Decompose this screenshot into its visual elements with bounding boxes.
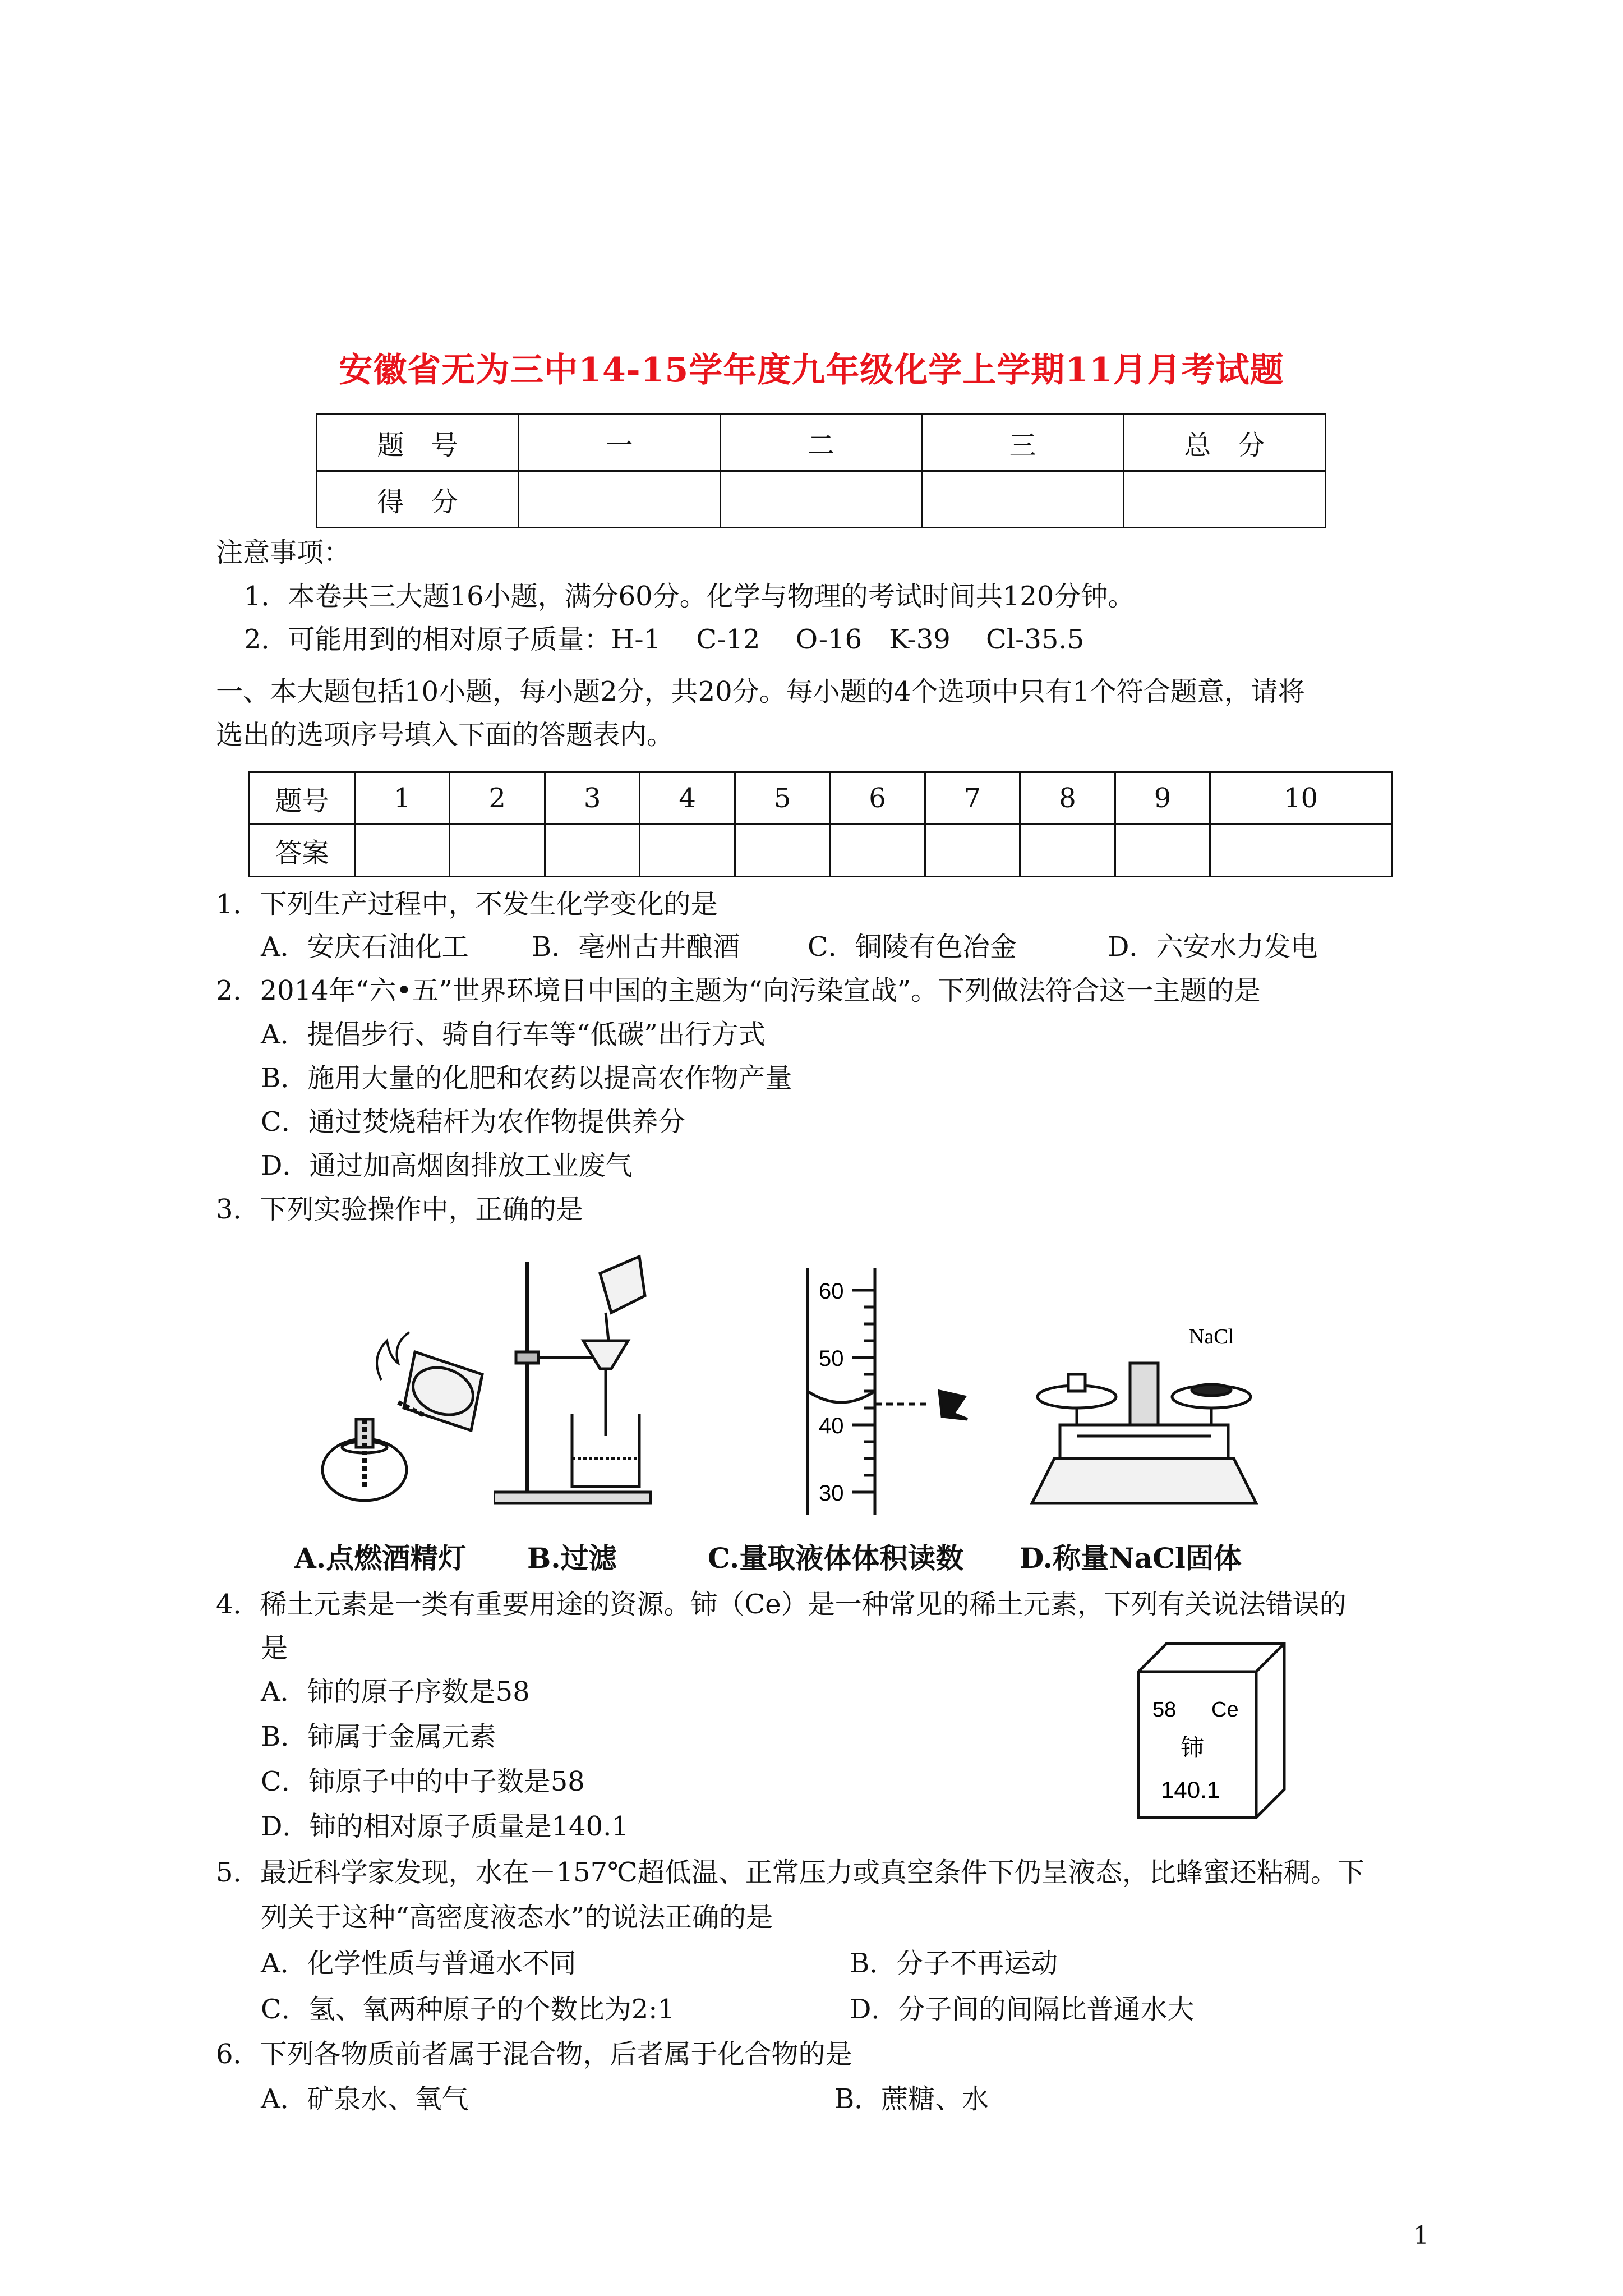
element-name: 铈 — [1181, 1734, 1205, 1761]
answer-cell[interactable] — [450, 825, 545, 877]
question-6-option: B．蔗糖、水 — [834, 2083, 989, 2115]
cylinder-tick-label: 30 — [819, 1481, 844, 1506]
question-6-stem: 6．下列各物质前者属于混合物，后者属于化合物的是 — [216, 2039, 852, 2070]
question-2-option: C．通过焚烧秸杆为农作物提供养分 — [261, 1106, 685, 1138]
figure-caption-c: C.量取液体体积读数 — [708, 1542, 964, 1575]
alcohol-lamp-figure — [314, 1318, 494, 1509]
question-5-stem: 5．最近科学家发现，水在－157℃超低温、正常压力或真空条件下仍呈液态，比蜂蜜还粘稠。下 — [216, 1857, 1364, 1888]
graduated-cylinder-figure — [785, 1268, 1009, 1520]
score-cell[interactable] — [1123, 471, 1325, 528]
answer-number-cell: 9 — [1115, 772, 1210, 825]
cylinder-tick-label: 50 — [819, 1346, 844, 1371]
note-item: 2．可能用到的相对原子质量：H-1 C-12 O-16 K-39 Cl-35.5 — [244, 624, 1085, 655]
answer-number-cell: 5 — [735, 772, 829, 825]
answer-cell[interactable] — [1020, 825, 1115, 877]
cylinder-tick-label: 40 — [819, 1414, 844, 1438]
question-5-option: D．分子间的间隔比普通水大 — [850, 1994, 1195, 2025]
question-3-stem: 3．下列实验操作中，正确的是 — [216, 1194, 583, 1225]
score-row-label: 得 分 — [317, 471, 519, 528]
question-5-option: A．化学性质与普通水不同 — [261, 1948, 577, 1979]
score-table-header-row — [317, 415, 1326, 471]
answer-number-cell: 3 — [545, 772, 639, 825]
element-mass: 140.1 — [1161, 1777, 1220, 1803]
answer-number-cell: 7 — [925, 772, 1020, 825]
question-6-option: A．矿泉水、氧气 — [261, 2083, 469, 2115]
cerium-element-cube — [1133, 1638, 1290, 1829]
answer-cell[interactable] — [830, 825, 925, 877]
question-5-option: B．分子不再运动 — [850, 1948, 1058, 1979]
answer-number-cell: 6 — [830, 772, 925, 825]
question-5-stem-continued: 列关于这种“高密度液态水”的说法正确的是 — [261, 1902, 773, 1933]
element-symbol: Ce — [1211, 1698, 1239, 1722]
score-table-value-row — [317, 471, 1326, 528]
question-2-option: D．通过加高烟囱排放工业废气 — [261, 1150, 633, 1181]
answer-table-answer-row — [250, 825, 1392, 877]
question-4-option: D．铈的相对原子质量是140.1 — [261, 1811, 629, 1842]
figure-caption-b: B.过滤 — [527, 1542, 617, 1575]
page-number: 1 — [1413, 2221, 1429, 2250]
question-4-stem: 4．稀土元素是一类有重要用途的资源。铈（Ce）是一种常见的稀土元素，下列有关说法错误的 — [216, 1589, 1347, 1620]
answer-table-number-row — [250, 772, 1392, 825]
score-table — [316, 413, 1326, 528]
question-1-stem: 1．下列生产过程中，不发生化学变化的是 — [216, 889, 718, 920]
answer-cell[interactable] — [640, 825, 735, 877]
balance-figure — [1021, 1318, 1267, 1509]
score-cell[interactable] — [720, 471, 922, 528]
score-cell[interactable] — [922, 471, 1124, 528]
score-header-cell: 题 号 — [317, 415, 519, 471]
answer-number-cell: 1 — [355, 772, 450, 825]
question-4-option: C．铈原子中的中子数是58 — [261, 1766, 585, 1797]
answer-cell[interactable] — [925, 825, 1020, 877]
answer-number-cell: 8 — [1020, 772, 1115, 825]
figure-caption-a: A.点燃酒精灯 — [294, 1542, 467, 1575]
note-item: 1．本卷共三大题16小题，满分60分。化学与物理的考试时间共120分钟。 — [244, 581, 1135, 612]
cylinder-tick-label: 60 — [819, 1279, 844, 1304]
question-1-option: A．安庆石油化工 — [261, 931, 469, 963]
notes-heading: 注意事项： — [216, 537, 351, 568]
answer-cell[interactable] — [545, 825, 639, 877]
score-header-cell: 一 — [519, 415, 721, 471]
answer-row-label: 答案 — [250, 825, 355, 877]
question-1-option: B．亳州古井酿酒 — [532, 931, 740, 963]
balance-nacl-label: NaCl — [1189, 1325, 1234, 1349]
answer-table — [248, 771, 1393, 877]
section1-instruction: 一、本大题包括10小题，每小题2分，共20分。每小题的4个选项中只有1个符合题意，请将 — [216, 676, 1305, 707]
question-1-option: D．六安水力发电 — [1108, 931, 1318, 963]
exam-title: 安徽省无为三中14-15学年度九年级化学上学期11月月考试题 — [339, 351, 1284, 390]
answer-cell[interactable] — [355, 825, 450, 877]
filtration-figure — [494, 1251, 662, 1509]
question-2-stem: 2．2014年“六•五”世界环境日中国的主题为“向污染宣战”。下列做法符合这一主题的是 — [216, 975, 1261, 1006]
score-header-cell: 二 — [720, 415, 922, 471]
section1-instruction: 选出的选项序号填入下面的答题表内。 — [216, 719, 674, 751]
score-header-cell: 三 — [922, 415, 1124, 471]
question-4-option: B．铈属于金属元素 — [261, 1721, 496, 1752]
answer-cell[interactable] — [735, 825, 829, 877]
question-4-stem-continued: 是 — [261, 1632, 288, 1664]
answer-cell[interactable] — [1210, 825, 1392, 877]
figure-caption-d: D.称量NaCl固体 — [1020, 1542, 1242, 1575]
answer-number-cell: 4 — [640, 772, 735, 825]
question-5-option: C．氢、氧两种原子的个数比为2:1 — [261, 1994, 675, 2025]
question-2-option: A．提倡步行、骑自行车等“低碳”出行方式 — [261, 1019, 766, 1050]
answer-number-cell: 10 — [1210, 772, 1392, 825]
question-4-option: A．铈的原子序数是58 — [261, 1676, 530, 1708]
score-header-cell: 总 分 — [1123, 415, 1325, 471]
answer-number-label: 题号 — [250, 772, 355, 825]
element-number: 58 — [1152, 1698, 1177, 1722]
answer-cell[interactable] — [1115, 825, 1210, 877]
score-cell[interactable] — [519, 471, 721, 528]
answer-number-cell: 2 — [450, 772, 545, 825]
question-2-option: B．施用大量的化肥和农药以提高农作物产量 — [261, 1062, 792, 1094]
question-1-option: C．铜陵有色冶金 — [808, 931, 1017, 963]
